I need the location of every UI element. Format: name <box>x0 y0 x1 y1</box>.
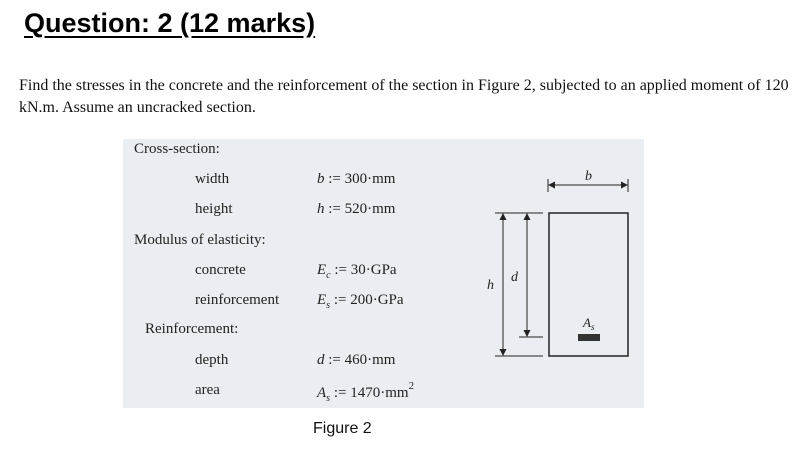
area-symbol: $A_s$ <box>317 385 331 404</box>
ec-symbol: $E_c$ <box>317 262 331 281</box>
height-value: 520·mm <box>344 201 396 217</box>
area-value: $1470\cdot mm^2$ <box>350 380 415 401</box>
width-value: 300·mm <box>344 171 396 187</box>
cross-section-title: Cross-section: <box>134 141 220 157</box>
assign-operator: := <box>334 262 348 278</box>
assign-operator: := <box>333 292 347 308</box>
section-diagram <box>483 167 643 407</box>
diagram-h-label: h <box>487 278 494 293</box>
height-formula <box>317 201 395 218</box>
concrete-label: concrete <box>195 262 246 278</box>
reinforcement-bar <box>578 334 600 341</box>
area-formula <box>317 382 414 404</box>
assign-operator: := <box>328 201 341 217</box>
width-symbol: b <box>317 171 325 187</box>
width-formula <box>317 171 395 188</box>
height-symbol: h <box>317 201 325 217</box>
depth-symbol: d <box>317 352 325 368</box>
area-label: area <box>195 382 220 398</box>
assign-operator: := <box>328 171 341 187</box>
depth-formula <box>317 352 395 369</box>
ec-formula <box>317 262 397 281</box>
diagram-b-label: b <box>585 169 592 184</box>
figure-caption: Figure 2 <box>313 420 372 437</box>
width-label: width <box>195 171 230 187</box>
reinforcement-label: reinforcement <box>195 292 280 308</box>
modulus-title: Modulus of elasticity: <box>134 232 266 248</box>
reinforcement-title: Reinforcement: <box>145 321 239 337</box>
assign-operator: := <box>328 352 341 368</box>
question-heading: Question: 2 (12 marks) <box>24 8 316 38</box>
diagram-as-label: $A_s$ <box>583 315 595 332</box>
es-value: 200·GPa <box>350 292 404 308</box>
figure-2-panel <box>123 139 644 408</box>
depth-value: 460·mm <box>344 352 396 368</box>
es-formula <box>317 292 404 311</box>
question-text: Find the stresses in the concrete and the reinforcement of the section in Figure 2, subjected to an applied moment of 120 kN.m. Assume an uncracked section. <box>19 77 789 116</box>
depth-label: depth <box>195 352 229 368</box>
es-symbol: $E_s$ <box>317 292 331 311</box>
diagram-d-label: d <box>511 270 518 285</box>
assign-operator: := <box>333 385 347 401</box>
height-label: height <box>195 201 233 217</box>
ec-value: 30·GPa <box>350 262 397 278</box>
